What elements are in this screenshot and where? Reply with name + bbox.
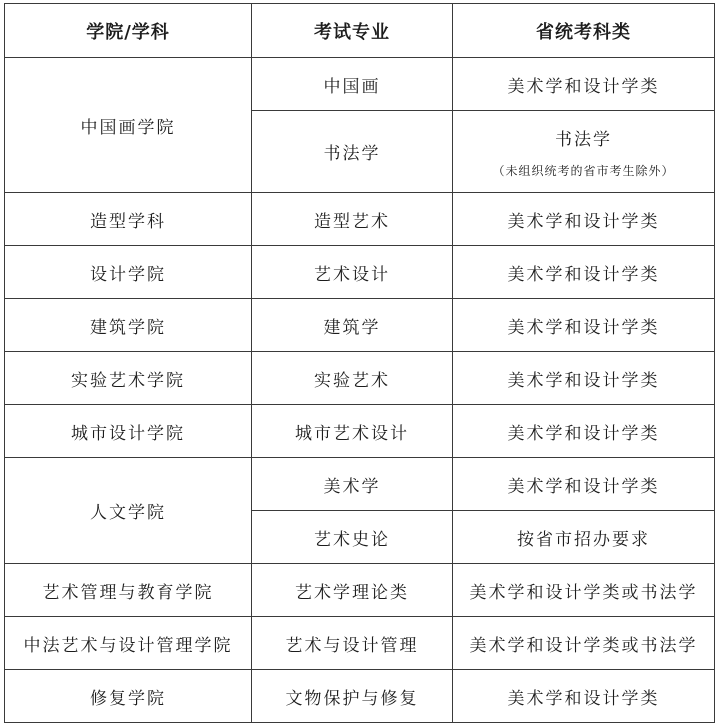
category-cell: 美术学和设计学类 xyxy=(453,405,715,458)
category-cell: 美术学和设计学类 xyxy=(453,299,715,352)
category-cell: 美术学和设计学类 xyxy=(453,670,715,723)
table-row xyxy=(5,670,715,723)
table-row xyxy=(5,58,715,111)
college-cell: 建筑学院 xyxy=(5,299,252,352)
college-cell: 设计学院 xyxy=(5,246,252,299)
major-cell: 城市艺术设计 xyxy=(252,405,453,458)
header-college: 学院/学科 xyxy=(5,4,252,58)
college-cell: 艺术管理与教育学院 xyxy=(5,564,252,617)
table-row xyxy=(5,352,715,405)
major-cell: 艺术与设计管理 xyxy=(252,617,453,670)
category-cell: 美术学和设计学类 xyxy=(453,246,715,299)
major-cell: 中国画 xyxy=(252,58,453,111)
college-cell: 造型学科 xyxy=(5,193,252,246)
table-row xyxy=(5,246,715,299)
table-row xyxy=(5,458,715,511)
category-cell: 美术学和设计学类 xyxy=(453,193,715,246)
college-cell: 城市设计学院 xyxy=(5,405,252,458)
table-row xyxy=(5,564,715,617)
major-cell: 艺术设计 xyxy=(252,246,453,299)
category-note: （未组织统考的省市考生除外） xyxy=(492,163,675,178)
major-cell: 实验艺术 xyxy=(252,352,453,405)
major-cell: 文物保护与修复 xyxy=(252,670,453,723)
category-main: 书法学 xyxy=(555,129,612,150)
major-cell: 书法学 xyxy=(252,111,453,193)
table-row xyxy=(5,405,715,458)
category-cell: 美术学和设计学类或书法学 xyxy=(453,617,715,670)
major-cell: 艺术学理论类 xyxy=(252,564,453,617)
table-row xyxy=(5,299,715,352)
college-cell: 实验艺术学院 xyxy=(5,352,252,405)
college-cell: 修复学院 xyxy=(5,670,252,723)
college-cell: 中国画学院 xyxy=(5,58,252,193)
major-cell: 美术学 xyxy=(252,458,453,511)
category-cell: 美术学和设计学类 xyxy=(453,352,715,405)
table-row xyxy=(5,617,715,670)
college-cell: 人文学院 xyxy=(5,458,252,564)
category-cell: 美术学和设计学类 xyxy=(453,58,715,111)
header-major: 考试专业 xyxy=(252,4,453,58)
major-cell: 造型艺术 xyxy=(252,193,453,246)
major-cell: 艺术史论 xyxy=(252,511,453,564)
header-row xyxy=(5,4,715,58)
major-cell: 建筑学 xyxy=(252,299,453,352)
category-cell: 按省市招办要求 xyxy=(453,511,715,564)
category-cell: 美术学和设计学类 xyxy=(453,458,715,511)
college-cell: 中法艺术与设计管理学院 xyxy=(5,617,252,670)
enrollment-table xyxy=(4,3,715,723)
category-cell: 美术学和设计学类或书法学 xyxy=(453,564,715,617)
category-cell xyxy=(453,111,715,193)
table-row xyxy=(5,193,715,246)
header-category: 省统考科类 xyxy=(453,4,715,58)
